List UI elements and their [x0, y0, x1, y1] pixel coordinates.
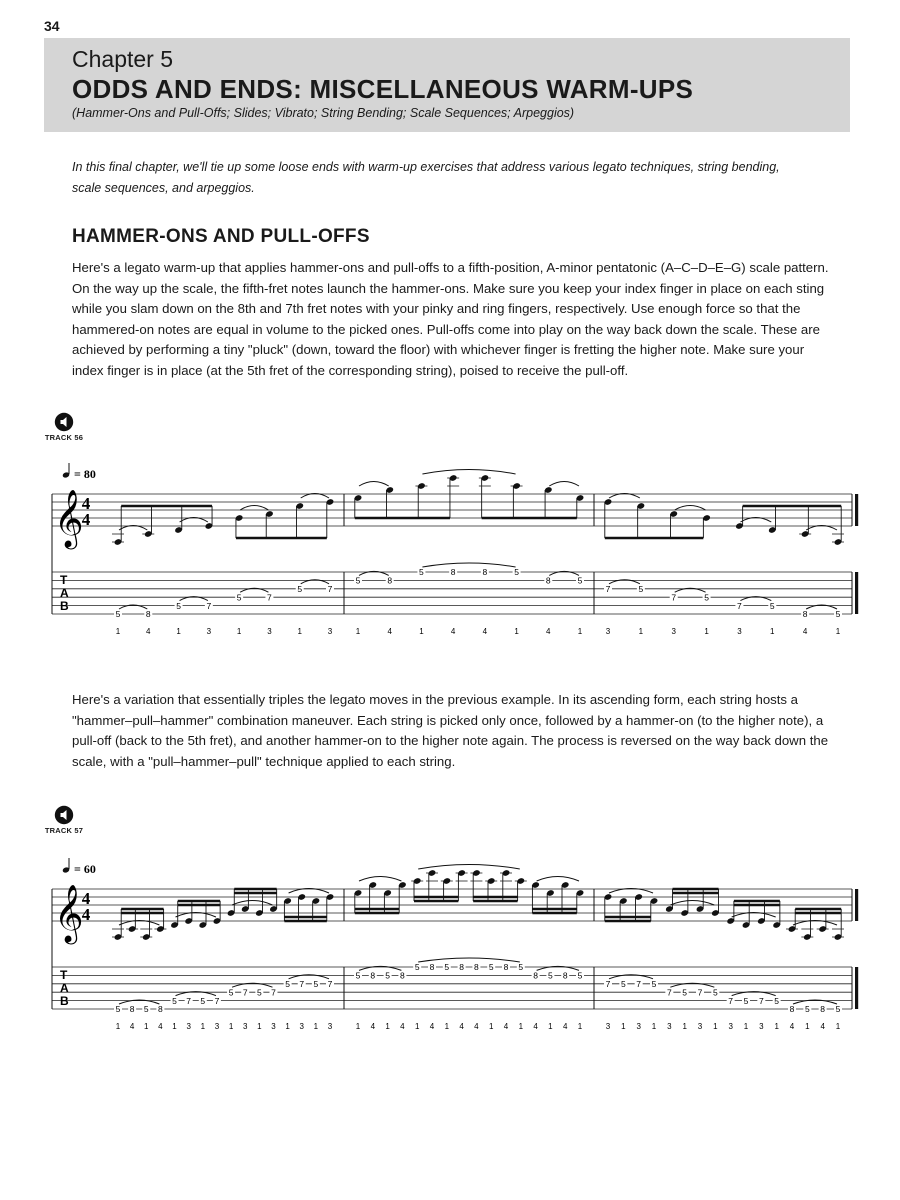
- fingering-number: 1: [577, 1022, 583, 1031]
- tab-fret-number: 7: [299, 979, 305, 989]
- tab-fret-number: 7: [737, 600, 742, 611]
- tab-fret-number: 5: [577, 575, 583, 586]
- staff-slur: [240, 506, 268, 511]
- staff-slur: [359, 877, 401, 882]
- tab-fret-number: 5: [514, 567, 519, 578]
- tab-fret-number: 5: [143, 1004, 149, 1015]
- tab-fret-number: 8: [545, 575, 551, 586]
- track-label: TRACK 56: [44, 433, 84, 442]
- fingering-number: 4: [546, 627, 551, 636]
- tab-fret-number: 5: [638, 584, 644, 594]
- staff-slur: [537, 877, 579, 882]
- tab-fret-number: 5: [419, 567, 424, 578]
- fingering-number: 1: [444, 1022, 450, 1031]
- chapter-subtitle: (Hammer-Ons and Pull-Offs; Slides; Vibrato; String Bending; Scale Sequences; Arpeggios): [72, 106, 575, 120]
- staff-slur: [359, 482, 389, 487]
- fingering-number: 1: [835, 627, 841, 636]
- music-example-1: [0, 460, 900, 650]
- tab-fret-number: 5: [385, 970, 390, 981]
- tab-fret-number: 7: [271, 987, 276, 998]
- tab-fret-number: 8: [158, 1004, 163, 1015]
- track-56-badge[interactable]: [44, 412, 84, 442]
- fingering-number: 1: [518, 1022, 524, 1031]
- staff-slur: [549, 482, 579, 487]
- tab-fret-number: 5: [313, 979, 319, 989]
- tab-fret-number: 8: [562, 970, 568, 981]
- chapter-header: [44, 38, 850, 132]
- fingering-number: 1: [144, 1022, 149, 1031]
- tab-fret-number: 5: [115, 1004, 121, 1015]
- tab-fret-number: 5: [444, 962, 450, 973]
- tab-fret-number: 5: [651, 979, 657, 989]
- tab-clef-letter: T: [60, 968, 68, 982]
- tab-fret-number: 5: [115, 609, 121, 620]
- fingering-number: 1: [621, 1022, 626, 1031]
- fingering-number: 1: [228, 1022, 234, 1031]
- fingering-number: 4: [503, 1022, 509, 1031]
- tab-fret-number: 5: [548, 970, 553, 981]
- tab-fret-number: 8: [482, 567, 488, 578]
- fingering-number: 4: [429, 1022, 435, 1031]
- fingering-number: 1: [419, 627, 424, 636]
- tab-fret-number: 7: [267, 592, 272, 603]
- staff-slur: [232, 901, 272, 906]
- tab-clef-letter: A: [60, 981, 69, 995]
- fingering-number: 1: [355, 627, 361, 636]
- tab-fret-number: 8: [802, 609, 808, 620]
- tab-fret-number: 5: [712, 987, 718, 998]
- tab-fret-number: 7: [605, 584, 611, 594]
- tab-fret-number: 5: [355, 575, 361, 586]
- tab-fret-number: 7: [671, 592, 677, 603]
- tab-fret-number: 8: [387, 575, 393, 586]
- tempo-marking: [62, 858, 96, 876]
- tab-fret-number: 8: [533, 970, 538, 981]
- fingering-number: 4: [459, 1022, 464, 1031]
- fingering-number: 3: [697, 1022, 703, 1031]
- fingering-number: 1: [385, 1022, 390, 1031]
- tab-fret-number: 8: [820, 1004, 826, 1015]
- fingering-number: 4: [533, 1022, 538, 1031]
- music-example-2: [0, 855, 900, 1045]
- chapter-label: Chapter 5: [72, 46, 174, 72]
- tab-fret-number: 5: [200, 995, 206, 1006]
- time-signature-bottom: 4: [81, 510, 91, 529]
- fingering-number: 3: [737, 627, 742, 636]
- tempo-text: = 80: [74, 467, 96, 481]
- fingering-number: 4: [450, 627, 456, 636]
- fingering-number: 1: [355, 1022, 361, 1031]
- tab-fret-number: 7: [636, 979, 642, 989]
- tab-fret-number: 5: [172, 995, 177, 1006]
- fingering-number: 1: [514, 627, 519, 636]
- fingering-number: 4: [789, 1022, 795, 1031]
- track-57-badge[interactable]: [44, 805, 84, 835]
- fingering-number: 1: [297, 627, 302, 636]
- audio-track-icon: [54, 412, 74, 432]
- tab-fret-number: 5: [355, 970, 361, 981]
- tab-fret-number: 7: [327, 979, 333, 989]
- treble-clef-icon: 𝄞: [54, 489, 84, 547]
- tab-fret-number: 7: [605, 979, 611, 989]
- paragraph-variation: Here's a variation that essentially triples the legato moves in the previous example. In its ascending form, each string hosts a "hammer–pull–hammer" combination maneuver. Each string is picked only once, followed by a hammer-on (to the higher note), a pull-off (back to the 5th fret), and another hammer-on to the higher note again. The process is reversed on the way back down the scale, with a "pull–hammer–pull" technique applied to each string.: [72, 692, 829, 769]
- tab-fret-number: 7: [327, 584, 333, 594]
- tab-fret-number: 7: [242, 987, 248, 998]
- fingering-number: 1: [713, 1022, 718, 1031]
- staff-final-thick-barline: [855, 889, 858, 921]
- chapter-title: ODDS AND ENDS: MISCELLANEOUS WARM-UPS: [72, 74, 694, 104]
- fingering-number: 4: [802, 627, 808, 636]
- fingering-number: 3: [759, 1022, 764, 1031]
- tab-fret-number: 7: [214, 995, 220, 1006]
- intro-paragraph: In this final chapter, we'll tie up some loose ends with warm-up exercises that address various legato techniques, string bending, scale sequences, and arpeggios.: [72, 160, 780, 195]
- tab-fret-number: 5: [228, 987, 234, 998]
- fingering-number: 1: [488, 1022, 494, 1031]
- fingering-number: 1: [176, 627, 181, 636]
- time-signature-bottom: 4: [81, 905, 91, 924]
- fingering-number: 4: [387, 627, 392, 636]
- tab-clef-letter: T: [60, 573, 68, 587]
- tab-fret-number: 7: [186, 995, 192, 1006]
- fingering-number: 3: [327, 1022, 333, 1031]
- fingering-number: 1: [313, 1022, 319, 1031]
- treble-clef-icon: 𝄞: [54, 884, 84, 942]
- tab-fret-number: 5: [236, 592, 242, 603]
- tab-fret-number: 5: [704, 592, 709, 603]
- tab-fret-number: 7: [728, 995, 734, 1006]
- tab-fret-number: 8: [450, 567, 456, 578]
- tab-final-thick-barline: [855, 967, 858, 1009]
- fingering-number: 3: [671, 627, 676, 636]
- time-signature-top: 4: [81, 494, 91, 513]
- tab-fret-number: 5: [518, 962, 524, 973]
- fingering-number: 1: [651, 1022, 657, 1031]
- tab-fret-number: 5: [835, 1004, 841, 1015]
- tab-fret-number: 7: [758, 995, 764, 1006]
- tempo-marking: [62, 463, 96, 481]
- tab-fret-number: 5: [682, 987, 688, 998]
- fingering-number: 1: [774, 1022, 779, 1031]
- fingering-number: 4: [562, 1022, 568, 1031]
- fingering-number: 3: [267, 627, 272, 636]
- tempo-text: = 60: [74, 862, 96, 876]
- fingering-number: 4: [158, 1022, 163, 1031]
- fingering-number: 1: [770, 627, 775, 636]
- fingering-number: 4: [129, 1022, 135, 1031]
- paragraph-hammer-ons: Here's a legato warm-up that applies hammer-ons and pull-offs to a fifth-position, A-minor pentatonic (A–C–D–E–G) scale pattern. On the way up the scale, the fifth-fret notes launch the hammer-ons. Make sure you keep your index finger in place on each sting while you slam down on the 8th and 7th fret notes with your pinky and ring fingers, respectively. Use enough force so that the hammered-on notes are equal in volume to the picked ones. Pull-offs come into play on the way back down the scale. These are achieved by performing a tiny "pluck" (down, toward the floor) with whichever finger is fretting the higher note. Make sure your index finger is in place (at the 5th fret of the corresponding string), poised to receive the pull-off.: [72, 260, 829, 378]
- fingering-number: 1: [704, 627, 709, 636]
- tab-fret-number: 8: [789, 1004, 795, 1015]
- tab-fret-number: 5: [285, 979, 290, 989]
- tab-fret-number: 8: [459, 962, 464, 973]
- tab-fret-number: 5: [620, 979, 626, 989]
- tab-fret-number: 5: [743, 995, 749, 1006]
- tab-fret-number: 8: [429, 962, 435, 973]
- fingering-number: 3: [728, 1022, 733, 1031]
- fingering-number: 3: [214, 1022, 220, 1031]
- fingering-number: 3: [605, 627, 611, 636]
- tab-fret-number: 5: [835, 609, 841, 620]
- tab-fret-number: 5: [769, 600, 775, 611]
- fingering-number: 4: [482, 627, 488, 636]
- fingering-number: 1: [682, 1022, 687, 1031]
- fingering-number: 1: [236, 627, 242, 636]
- tab-fret-number: 7: [666, 987, 672, 998]
- page-number: 34: [44, 18, 60, 34]
- fingering-number: 1: [115, 1022, 121, 1031]
- staff-slur: [675, 506, 706, 511]
- tab-fret-number: 5: [488, 962, 494, 973]
- fingering-number: 1: [577, 627, 583, 636]
- tab-fret-number: 7: [697, 987, 703, 998]
- fingering-number: 1: [835, 1022, 841, 1031]
- fingering-number: 3: [242, 1022, 248, 1031]
- fingering-number: 1: [200, 1022, 206, 1031]
- section-heading: HAMMER-ONS AND PULL-OFFS: [72, 226, 370, 247]
- fingering-number: 4: [474, 1022, 479, 1031]
- tab-fret-number: 5: [774, 995, 780, 1006]
- fingering-number: 3: [271, 1022, 276, 1031]
- tab-fret-number: 5: [804, 1004, 810, 1015]
- track-label: TRACK 57: [44, 826, 84, 835]
- tab-clef-letter: B: [60, 994, 69, 1008]
- staff-final-thick-barline: [855, 494, 858, 526]
- tab-fret-number: 8: [370, 970, 376, 981]
- fingering-number: 1: [172, 1022, 177, 1031]
- tab-fret-number: 5: [414, 962, 420, 973]
- fingering-number: 1: [805, 1022, 810, 1031]
- tab-fret-number: 8: [129, 1004, 135, 1015]
- staff-slur: [418, 865, 520, 870]
- fingering-number: 3: [186, 1022, 191, 1031]
- fingering-number: 3: [605, 1022, 611, 1031]
- audio-track-icon: [54, 805, 74, 825]
- tab-fret-number: 8: [400, 970, 405, 981]
- fingering-number: 3: [206, 627, 212, 636]
- tab-fret-number: 8: [474, 962, 479, 973]
- fingering-number: 3: [327, 627, 333, 636]
- fingering-number: 3: [636, 1022, 641, 1031]
- tab-fret-number: 8: [145, 609, 151, 620]
- tab-fret-number: 5: [176, 600, 181, 611]
- staff-slur: [422, 470, 515, 475]
- fingering-number: 4: [400, 1022, 405, 1031]
- fingering-number: 1: [638, 627, 644, 636]
- tab-final-thick-barline: [855, 572, 858, 614]
- fingering-number: 4: [820, 1022, 825, 1031]
- time-signature-top: 4: [81, 889, 91, 908]
- fingering-number: 1: [548, 1022, 553, 1031]
- tab-slur: [422, 563, 515, 567]
- fingering-number: 1: [115, 627, 121, 636]
- tab-fret-number: 5: [297, 584, 303, 594]
- fingering-number: 1: [414, 1022, 420, 1031]
- tab-fret-number: 5: [256, 987, 262, 998]
- fingering-number: 4: [146, 627, 151, 636]
- tab-fret-number: 8: [503, 962, 509, 973]
- fingering-number: 1: [257, 1022, 262, 1031]
- tab-fret-number: 5: [577, 970, 583, 981]
- fingering-number: 1: [743, 1022, 749, 1031]
- tab-fret-number: 7: [206, 600, 212, 611]
- fingering-number: 3: [667, 1022, 672, 1031]
- tab-clef-letter: B: [60, 599, 69, 613]
- fingering-number: 1: [285, 1022, 290, 1031]
- staff-slur: [670, 901, 714, 906]
- fingering-number: 3: [299, 1022, 304, 1031]
- tab-clef-letter: A: [60, 586, 69, 600]
- fingering-number: 4: [370, 1022, 376, 1031]
